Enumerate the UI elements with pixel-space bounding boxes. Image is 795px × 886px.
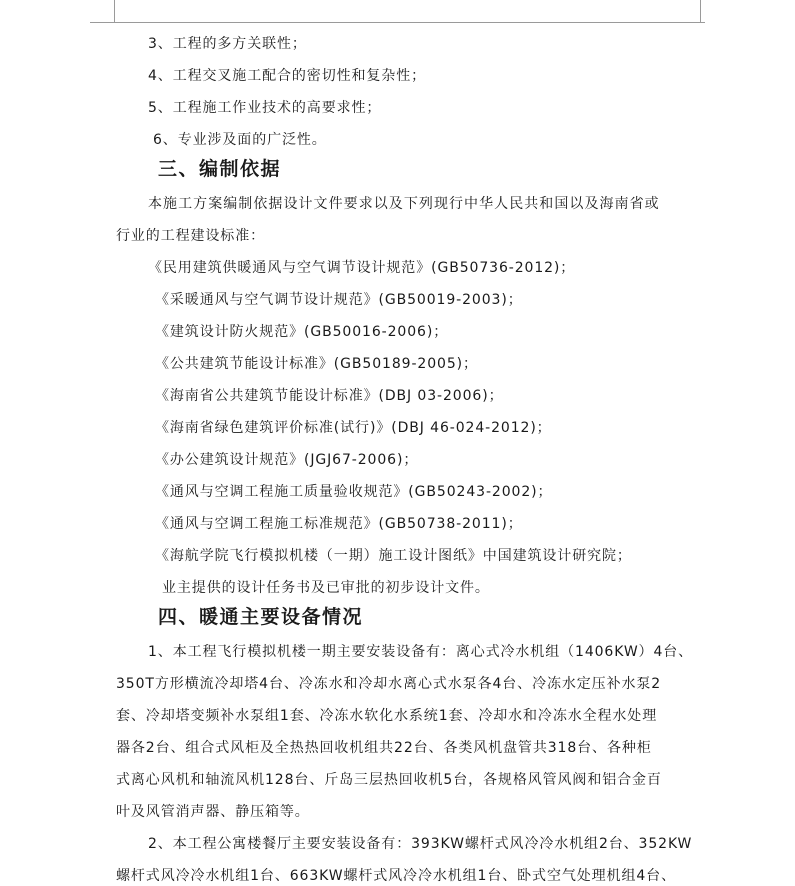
paragraph-line: 350T方形横流冷却塔4台、冷冻水和冷却水离心式水泵各4台、冷冻水定压补水泵2	[116, 676, 662, 692]
list-item: 3、工程的多方关联性；	[148, 36, 307, 52]
reference-item: 《办公建筑设计规范》(JGJ67-2006)；	[155, 452, 419, 468]
paragraph-line: 叶及风管消声器、静压箱等。	[116, 804, 310, 820]
reference-item: 《海航学院飞行模拟机楼（一期）施工设计图纸》中国建筑设计研究院；	[155, 548, 632, 564]
paragraph-line: 器各2台、组合式风柜及全热热回收机组共22台、各类风机盘管共318台、各种柜	[116, 740, 652, 756]
list-item: 6、专业涉及面的广泛性。	[153, 132, 327, 148]
page-header-border	[90, 0, 705, 23]
crop-mark-left	[90, 0, 115, 22]
reference-item: 《通风与空调工程施工标准规范》(GB50738-2011)；	[155, 516, 523, 532]
paragraph-line: 套、冷却塔变频补水泵组1套、冷冻水软化水系统1套、冷却水和冷冻水全程水处理	[116, 708, 658, 724]
section-heading-basis: 三、编制依据	[158, 158, 282, 180]
paragraph-line: 本施工方案编制依据设计文件要求以及下列现行中华人民共和国以及海南省或	[148, 196, 660, 212]
paragraph-line: 式离心风机和轴流风机128台、斤岛三层热回收机5台，各规格风管风阀和铝合金百	[116, 772, 662, 788]
reference-item: 《民用建筑供暖通风与空气调节设计规范》(GB50736-2012)；	[148, 260, 576, 276]
reference-item: 《采暖通风与空气调节设计规范》(GB50019-2003)；	[155, 292, 523, 308]
reference-item: 《海南省绿色建筑评价标准(试行)》(DBJ 46-024-2012)；	[155, 420, 552, 436]
reference-item: 《建筑设计防火规范》(GB50016-2006)；	[155, 324, 449, 340]
list-item: 4、工程交叉施工配合的密切性和复杂性；	[148, 68, 427, 84]
paragraph-line: 1、本工程飞行模拟机楼一期主要安装设备有：离心式冷水机组（1406KW）4台、	[148, 644, 694, 660]
section-heading-equipment: 四、暖通主要设备情况	[158, 606, 364, 628]
crop-mark-right	[700, 0, 725, 22]
paragraph-line: 2、本工程公寓楼餐厅主要安装设备有：393KW螺杆式风冷冷水机组2台、352KW	[148, 836, 693, 852]
paragraph-line: 行业的工程建设标准：	[116, 228, 265, 244]
paragraph-line: 螺杆式风冷冷水机组1台、663KW螺杆式风冷冷水机组1台、卧式空气处理机组4台、	[116, 868, 676, 884]
list-item: 5、工程施工作业技术的高要求性；	[148, 100, 382, 116]
reference-item: 《通风与空调工程施工质量验收规范》(GB50243-2002)；	[155, 484, 553, 500]
reference-item: 《海南省公共建筑节能设计标准》(DBJ 03-2006)；	[155, 388, 504, 404]
reference-item: 业主提供的设计任务书及已审批的初步设计文件。	[162, 580, 490, 596]
reference-item: 《公共建筑节能设计标准》(GB50189-2005)；	[155, 356, 478, 372]
